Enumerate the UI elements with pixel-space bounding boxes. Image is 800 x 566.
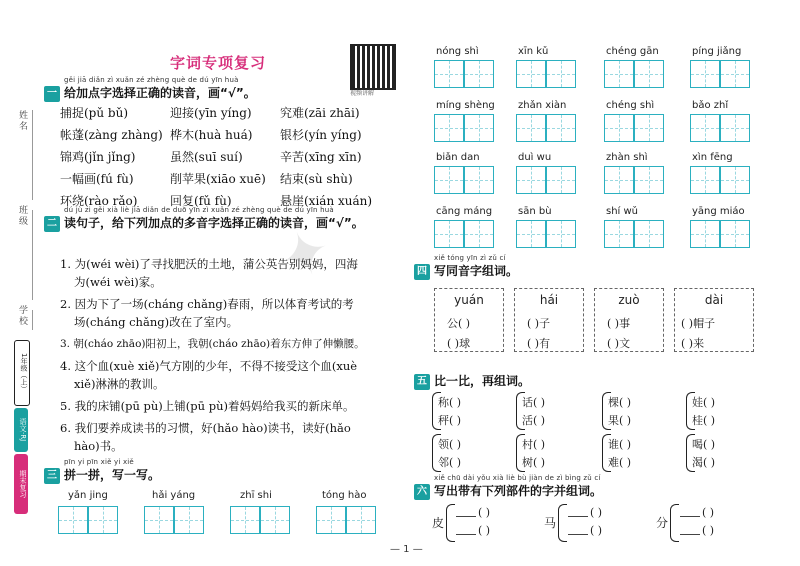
- pinyin-word: shí wǔ: [606, 206, 639, 217]
- word-item: 削苹果(xiāo xuē): [170, 172, 266, 186]
- compare-item[interactable]: 活( ): [522, 414, 546, 427]
- word-item: 锦鸡(jǐn jǐng): [60, 150, 136, 164]
- sentence-line: 5. 我的床铺(pū pù)上铺(pū pù)着妈妈给我买的新床单。: [60, 399, 355, 413]
- pinyin-word: yāng miáo: [692, 206, 745, 217]
- writing-cell[interactable]: [260, 506, 290, 534]
- section-4-pinyin: xiě tóng yīn zì zǔ cí: [434, 254, 506, 262]
- section-3-heading: [44, 458, 160, 484]
- word-item: 虽然(suī suí): [170, 150, 243, 164]
- compare-item[interactable]: 难( ): [608, 456, 632, 469]
- component-char: 马: [544, 516, 557, 530]
- pinyin-word: chéng gān: [606, 46, 659, 57]
- grade-tag: 1年级（上）: [14, 340, 30, 406]
- class-label: 班级: [17, 205, 27, 227]
- answer-line[interactable]: [456, 534, 476, 535]
- writing-cell[interactable]: [434, 220, 464, 248]
- school-line: [32, 310, 33, 330]
- section-2-pinyin: dú jù zi gěi xià liè jiā diǎn de duō yīn zì xuǎn zé zhèng què de dú yīn huà: [64, 206, 334, 214]
- component-char: 分: [656, 516, 669, 530]
- homophone-box[interactable]: [514, 288, 584, 352]
- writing-cell[interactable]: [464, 166, 494, 194]
- section-4-heading: [414, 254, 518, 280]
- section-1-title: 给加点字选择正确的读音，画“√”。: [64, 86, 256, 100]
- word-item: 捕捉(pǔ bǔ): [60, 106, 128, 120]
- homophone-blank[interactable]: ( )有: [527, 337, 551, 350]
- section-4-title: 写同音字组词。: [434, 264, 519, 278]
- writing-cell[interactable]: [634, 60, 664, 88]
- writing-cell[interactable]: [516, 114, 546, 142]
- pinyin-word: xīn kǔ: [518, 46, 549, 57]
- section-1-heading: [44, 76, 256, 102]
- homophone-blank[interactable]: ( )文: [607, 337, 631, 350]
- writing-cell[interactable]: [434, 114, 464, 142]
- section-2-badge: 二: [44, 216, 60, 232]
- pinyin-word: hǎi yáng: [152, 490, 196, 501]
- homophone-pinyin: hái: [539, 293, 559, 307]
- homophone-blank[interactable]: ( )子: [527, 317, 551, 330]
- sec1-row-4: [60, 170, 390, 187]
- series-tag: 期末复习: [14, 454, 28, 514]
- compare-item[interactable]: 谁( ): [608, 438, 632, 451]
- sentence-line: xiě)淋淋的教训。: [74, 377, 165, 391]
- sentence-line: 6. 我们要养成读书的习惯，好(hǎo hào)读书，读好(hǎo: [60, 421, 351, 435]
- writing-cell[interactable]: [174, 506, 204, 534]
- answer-paren[interactable]: ( ): [702, 506, 715, 519]
- homophone-blank[interactable]: ( )帽子: [681, 317, 716, 330]
- writing-cell[interactable]: [316, 506, 346, 534]
- word-item: 一幅画(fú fù): [60, 172, 134, 186]
- pinyin-word: yǎn jing: [68, 490, 108, 501]
- word-item: 环绕(rào rǎo): [60, 194, 138, 208]
- writing-cell[interactable]: [546, 114, 576, 142]
- writing-cell[interactable]: [434, 166, 464, 194]
- component-char: 皮: [432, 516, 445, 530]
- word-item: 桦木(huà huá): [170, 128, 253, 142]
- qr-caption: 视频讲解: [350, 90, 375, 97]
- pinyin-word: zhàn shì: [606, 152, 648, 163]
- sec1-row-3: [60, 148, 390, 165]
- pinyin-word: tóng hào: [322, 490, 367, 501]
- compare-item[interactable]: 话( ): [522, 396, 546, 409]
- homophone-blank[interactable]: ( )事: [607, 317, 631, 330]
- page-number: — 1 —: [390, 544, 423, 555]
- section-6-heading: [414, 474, 602, 500]
- answer-line[interactable]: [568, 534, 588, 535]
- compare-item[interactable]: 娃( ): [692, 396, 716, 409]
- section-4-badge: 四: [414, 264, 430, 280]
- compare-item[interactable]: 桂( ): [692, 414, 716, 427]
- compare-item[interactable]: 称( ): [438, 396, 462, 409]
- compare-item[interactable]: 领( ): [438, 438, 462, 451]
- compare-item[interactable]: 村( ): [522, 438, 546, 451]
- answer-paren[interactable]: ( ): [702, 524, 715, 537]
- section-3-title: 拼一拼，写一写。: [64, 468, 161, 482]
- writing-cell[interactable]: [516, 166, 546, 194]
- writing-cell[interactable]: [464, 60, 494, 88]
- answer-line[interactable]: [680, 516, 700, 517]
- pinyin-word: chéng shì: [606, 100, 655, 111]
- sentence-line: 场(cháng chǎng)改在了室内。: [74, 315, 239, 329]
- writing-cell[interactable]: [464, 220, 494, 248]
- section-5-title: 比一比，再组词。: [434, 374, 531, 388]
- homophone-pinyin: zuò: [618, 293, 640, 307]
- section-6-badge: 六: [414, 484, 430, 500]
- word-item: 回复(fǔ fù): [170, 194, 232, 208]
- writing-cell[interactable]: [690, 60, 720, 88]
- compare-item[interactable]: 邻( ): [438, 456, 462, 469]
- homophone-blank[interactable]: 公( ): [447, 317, 471, 330]
- pinyin-word: zhǎn xiàn: [518, 100, 567, 111]
- sentence-line: hào)书。: [74, 439, 123, 453]
- page-title: 字词专项复习: [170, 54, 267, 72]
- writing-cell[interactable]: [346, 506, 376, 534]
- writing-cell[interactable]: [720, 220, 750, 248]
- writing-cell[interactable]: [546, 60, 576, 88]
- answer-line[interactable]: [680, 534, 700, 535]
- pinyin-word: biǎn dan: [436, 152, 480, 163]
- section-5-badge: 五: [414, 374, 430, 390]
- answer-paren[interactable]: ( ): [478, 506, 491, 519]
- compare-item[interactable]: 果( ): [608, 414, 632, 427]
- writing-cell[interactable]: [720, 166, 750, 194]
- compare-item[interactable]: 喝( ): [692, 438, 716, 451]
- writing-cell[interactable]: [604, 166, 634, 194]
- section-2-title: 读句子，给下列加点的多音字选择正确的读音，画“√”。: [64, 216, 364, 230]
- brace-mark: [558, 504, 567, 542]
- section-1-pinyin: gěi jiā diǎn zì xuǎn zé zhèng què de dú yīn huà: [64, 76, 239, 84]
- compare-item[interactable]: 棵( ): [608, 396, 632, 409]
- homophone-box[interactable]: [594, 288, 664, 352]
- writing-cell[interactable]: [88, 506, 118, 534]
- section-2-heading: [44, 206, 384, 232]
- compare-item[interactable]: 秤( ): [438, 414, 462, 427]
- writing-cell[interactable]: [720, 60, 750, 88]
- answer-paren[interactable]: ( ): [590, 524, 603, 537]
- writing-cell[interactable]: [546, 166, 576, 194]
- brace-mark: [446, 504, 455, 542]
- name-line: [32, 110, 33, 200]
- subject-tag: 语文·RJ: [14, 408, 28, 452]
- writing-cell[interactable]: [690, 114, 720, 142]
- sec1-row-2: [60, 126, 390, 143]
- section-1-badge: 一: [44, 86, 60, 102]
- pinyin-word: míng shèng: [436, 100, 495, 111]
- pinyin-word: sān bù: [518, 206, 552, 217]
- sentence-line: 为(wéi wèi)家。: [74, 275, 162, 289]
- margin-strip: [0, 40, 42, 560]
- homophone-blank[interactable]: ( )球: [447, 337, 471, 350]
- word-item: 悬崖(xián xuán): [280, 194, 373, 208]
- section-6-title: 写出带有下列部件的字并组词。: [434, 484, 603, 498]
- writing-cell[interactable]: [604, 60, 634, 88]
- pinyin-word: duì wu: [518, 152, 552, 163]
- writing-cell[interactable]: [516, 60, 546, 88]
- writing-cell[interactable]: [690, 220, 720, 248]
- homophone-pinyin: dài: [704, 293, 724, 307]
- word-item: 迎接(yīn yíng): [170, 106, 252, 120]
- pinyin-word: cāng máng: [436, 206, 493, 217]
- homophone-box[interactable]: [434, 288, 504, 352]
- answer-paren[interactable]: ( ): [478, 524, 491, 537]
- homophone-pinyin: yuán: [454, 293, 484, 307]
- writing-cell[interactable]: [58, 506, 88, 534]
- homophone-box[interactable]: [674, 288, 754, 352]
- school-label: 学校: [17, 305, 27, 327]
- compare-item[interactable]: 渴( ): [692, 456, 716, 469]
- answer-line[interactable]: [568, 516, 588, 517]
- writing-cell[interactable]: [720, 114, 750, 142]
- answer-line[interactable]: [456, 516, 476, 517]
- word-item: 究难(zāi zhāi): [280, 106, 360, 120]
- sentence-line: 3. 朝(cháo zhāo)阳初上，我朝(cháo zhāo)着东方伸了伸懒腰。: [60, 338, 365, 350]
- pinyin-word: zhī shi: [240, 490, 272, 501]
- word-item: 辛苦(xīng xīn): [280, 150, 362, 164]
- writing-cell[interactable]: [434, 60, 464, 88]
- pinyin-word: nóng shì: [436, 46, 479, 57]
- sec1-row-1: [60, 104, 390, 121]
- class-line: [32, 210, 33, 300]
- qr-code-icon[interactable]: [350, 44, 396, 90]
- word-item: 帐蓬(zàng zhàng): [60, 128, 163, 142]
- writing-cell[interactable]: [546, 220, 576, 248]
- compare-item[interactable]: 树( ): [522, 456, 546, 469]
- word-item: 银杉(yín yíng): [280, 128, 362, 142]
- writing-cell[interactable]: [144, 506, 174, 534]
- pinyin-word: píng jiǎng: [692, 46, 742, 57]
- writing-cell[interactable]: [690, 166, 720, 194]
- section-3-pinyin: pīn yi pīn xiě yi xiě: [64, 458, 134, 466]
- homophone-blank[interactable]: ( )来: [681, 337, 705, 350]
- writing-cell[interactable]: [604, 220, 634, 248]
- answer-paren[interactable]: ( ): [590, 506, 603, 519]
- section-5-heading: [414, 372, 530, 390]
- pinyin-word: xìn fēng: [692, 152, 733, 163]
- sentence-line: 4. 这个血(xuè xiě)气方刚的少年，不得不接受这个血(xuè: [60, 359, 358, 373]
- sentence-line: 1. 为(wéi wèi)了寻找肥沃的土地，蒲公英告别妈妈，四海: [60, 257, 358, 271]
- writing-cell[interactable]: [464, 114, 494, 142]
- writing-cell[interactable]: [634, 166, 664, 194]
- name-label: 姓名: [17, 110, 27, 132]
- writing-cell[interactable]: [604, 114, 634, 142]
- writing-cell[interactable]: [634, 220, 664, 248]
- brace-mark: [670, 504, 679, 542]
- writing-cell[interactable]: [516, 220, 546, 248]
- section-3-badge: 三: [44, 468, 60, 484]
- pinyin-word: bǎo zhǐ: [692, 100, 729, 111]
- writing-cell[interactable]: [230, 506, 260, 534]
- sentence-line: 2. 因为下了一场(cháng chǎng)春雨，所以体育考试的考: [60, 297, 354, 311]
- writing-cell[interactable]: [634, 114, 664, 142]
- word-item: 结束(sù shù): [280, 172, 353, 186]
- watermark: ✦: [269, 213, 341, 297]
- section-6-pinyin: xiě chū dài yǒu xià liè bù jiàn de zì bìng zǔ cí: [434, 474, 601, 482]
